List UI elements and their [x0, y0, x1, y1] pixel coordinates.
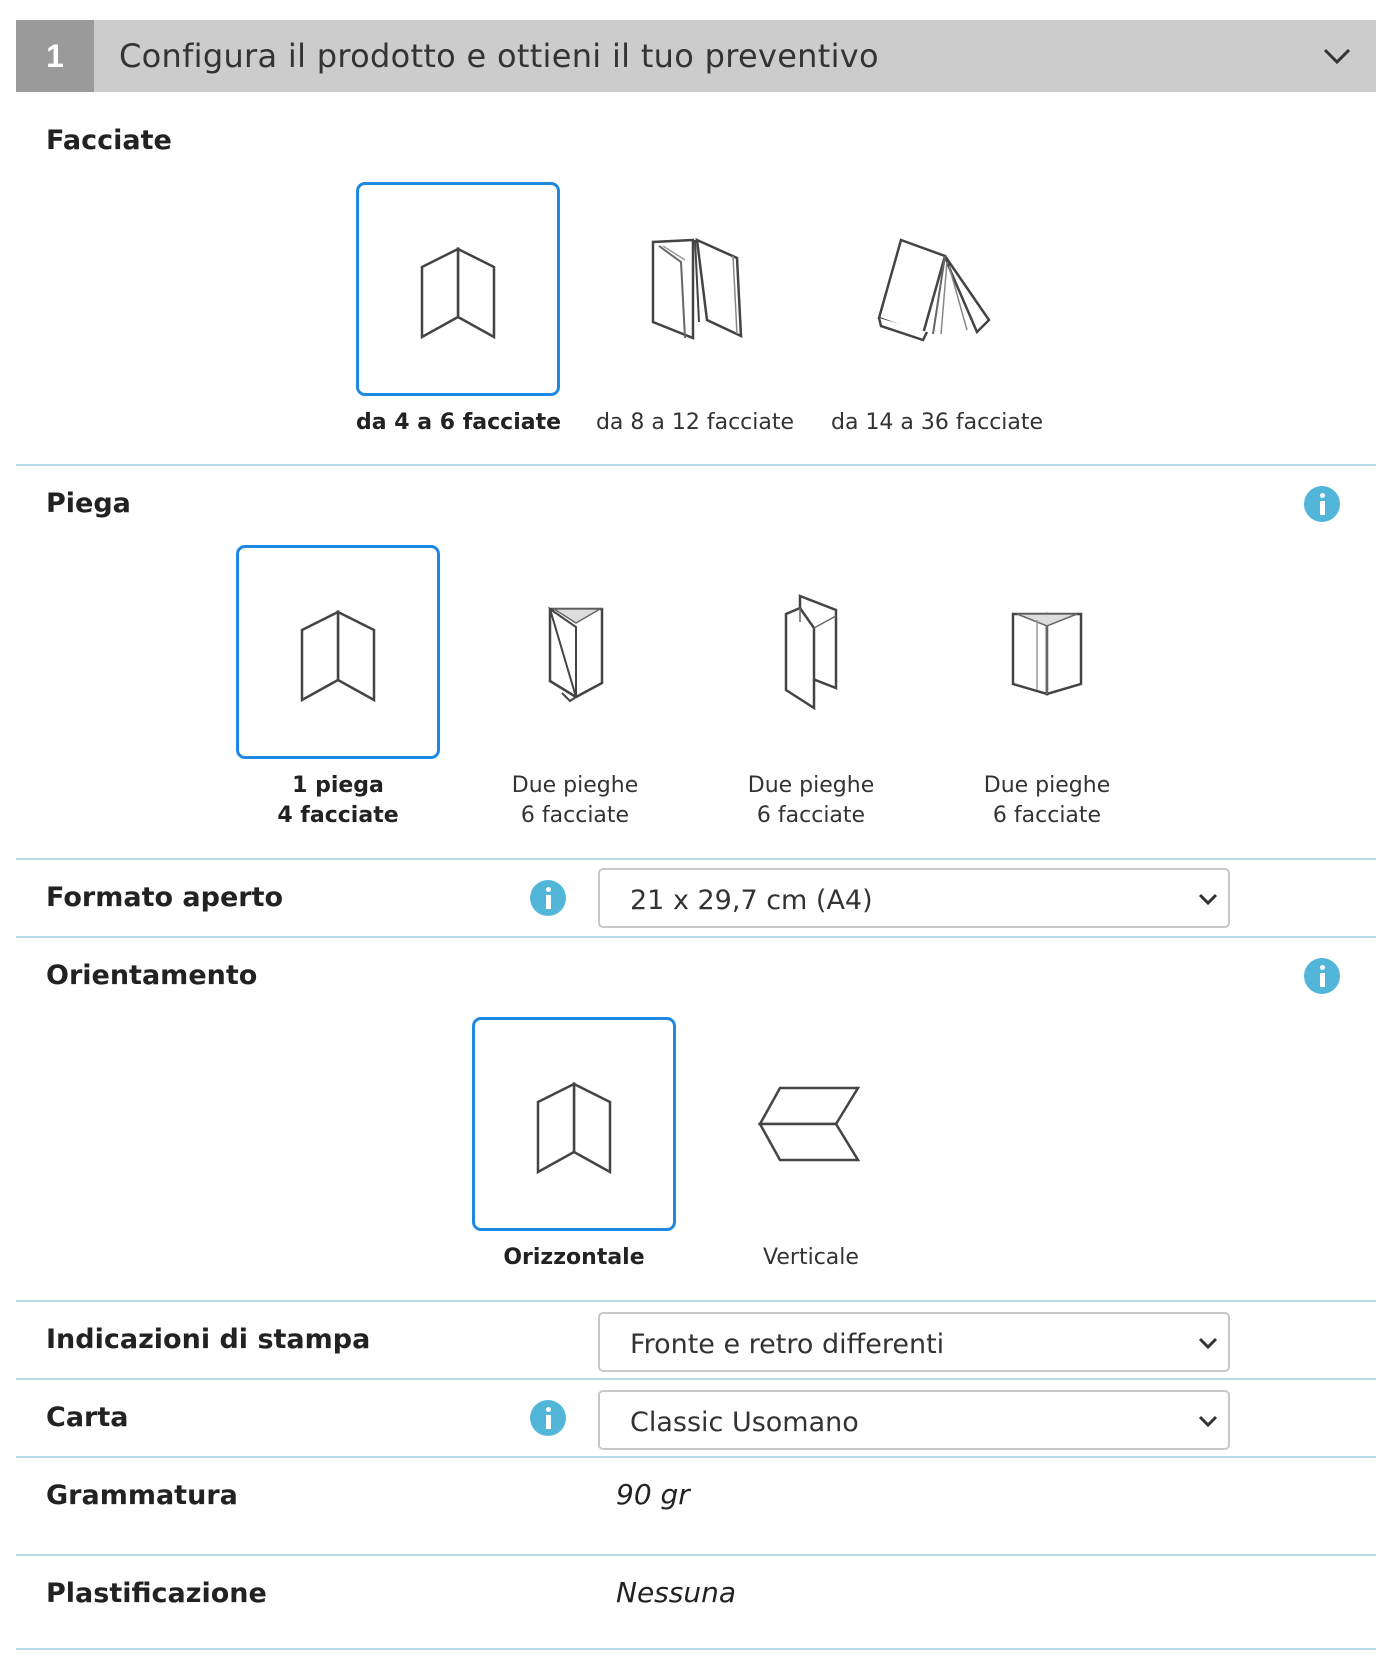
option-label: 1 piega 4 facciate	[277, 773, 399, 828]
multi-page-booklet-icon	[645, 234, 745, 344]
facciate-option-4-6[interactable]	[356, 182, 560, 438]
chevron-down-icon	[1198, 892, 1218, 906]
orientamento-option-verticale[interactable]	[709, 1017, 913, 1273]
carta-info-icon[interactable]	[530, 1400, 566, 1436]
section-title: Configura il prodotto e ottieni il tuo preventivo	[119, 37, 879, 75]
horizontal-orientation-icon	[534, 1074, 614, 1174]
section-header[interactable]	[16, 20, 1376, 92]
piega-option-1-piega[interactable]	[236, 545, 440, 831]
formato-aperto-select[interactable]	[598, 868, 1230, 928]
select-value: 21 x 29,7 cm (A4)	[630, 885, 873, 916]
option-label: Orizzontale	[503, 1245, 645, 1270]
divider	[16, 858, 1376, 860]
option-label: da 14 a 36 facciate	[831, 410, 1044, 435]
step-number: 1	[16, 20, 94, 92]
divider	[16, 1300, 1376, 1302]
select-value: Fronte e retro differenti	[630, 1329, 945, 1360]
piega-label: Piega	[46, 488, 131, 519]
divider	[16, 936, 1376, 938]
vertical-orientation-icon	[756, 1084, 866, 1164]
option-label: Verticale	[763, 1245, 859, 1270]
divider	[16, 1554, 1376, 1556]
indicazioni-stampa-select[interactable]	[598, 1312, 1230, 1372]
option-label: Due pieghe 6 facciate	[511, 773, 639, 828]
facciate-option-14-36[interactable]	[831, 182, 1044, 438]
carta-select[interactable]	[598, 1390, 1230, 1450]
formato-aperto-label: Formato aperto	[46, 882, 284, 913]
option-tile	[831, 182, 1035, 396]
orientamento-label: Orientamento	[46, 960, 258, 991]
facciate-option-8-12[interactable]	[593, 182, 797, 438]
option-label: da 4 a 6 facciate	[356, 410, 562, 435]
option-tile	[709, 1017, 913, 1231]
carta-label: Carta	[46, 1402, 129, 1433]
divider	[16, 1456, 1376, 1458]
single-fold-icon	[298, 602, 378, 702]
divider	[16, 464, 1376, 466]
roll-fold-icon	[540, 597, 610, 707]
indicazioni-stampa-label: Indicazioni di stampa	[46, 1324, 371, 1355]
gate-fold-icon	[1007, 602, 1087, 702]
chevron-down-icon[interactable]	[1322, 42, 1352, 70]
plastificazione-value: Nessuna	[616, 1576, 736, 1609]
grammatura-label: Grammatura	[46, 1480, 238, 1511]
orientamento-option-orizzontale[interactable]	[472, 1017, 676, 1273]
option-label: Due pieghe 6 facciate	[747, 773, 875, 828]
divider	[16, 1378, 1376, 1380]
option-tile	[472, 1017, 676, 1231]
chevron-down-icon	[1198, 1414, 1218, 1428]
piega-info-icon[interactable]	[1304, 486, 1340, 522]
orientamento-info-icon[interactable]	[1304, 958, 1340, 994]
facciate-label: Facciate	[46, 125, 172, 156]
option-tile	[945, 545, 1149, 759]
divider	[16, 1648, 1376, 1650]
formato-aperto-info-icon[interactable]	[530, 880, 566, 916]
option-tile	[236, 545, 440, 759]
grammatura-value: 90 gr	[616, 1478, 690, 1511]
option-tile	[709, 545, 913, 759]
select-value: Classic Usomano	[630, 1407, 859, 1438]
zigzag-fold-icon	[776, 592, 846, 712]
option-label: da 8 a 12 facciate	[595, 410, 795, 435]
piega-option-due-pieghe-2[interactable]	[709, 545, 913, 831]
option-tile	[356, 182, 560, 396]
chevron-down-icon	[1198, 1336, 1218, 1350]
thick-booklet-icon	[873, 234, 993, 344]
piega-option-due-pieghe-1[interactable]	[473, 545, 677, 831]
option-tile	[473, 545, 677, 759]
option-label: Due pieghe 6 facciate	[983, 773, 1111, 828]
option-tile	[593, 182, 797, 396]
plastificazione-label: Plastificazione	[46, 1578, 267, 1609]
folded-sheet-icon	[418, 239, 498, 339]
piega-option-due-pieghe-3[interactable]	[945, 545, 1149, 831]
